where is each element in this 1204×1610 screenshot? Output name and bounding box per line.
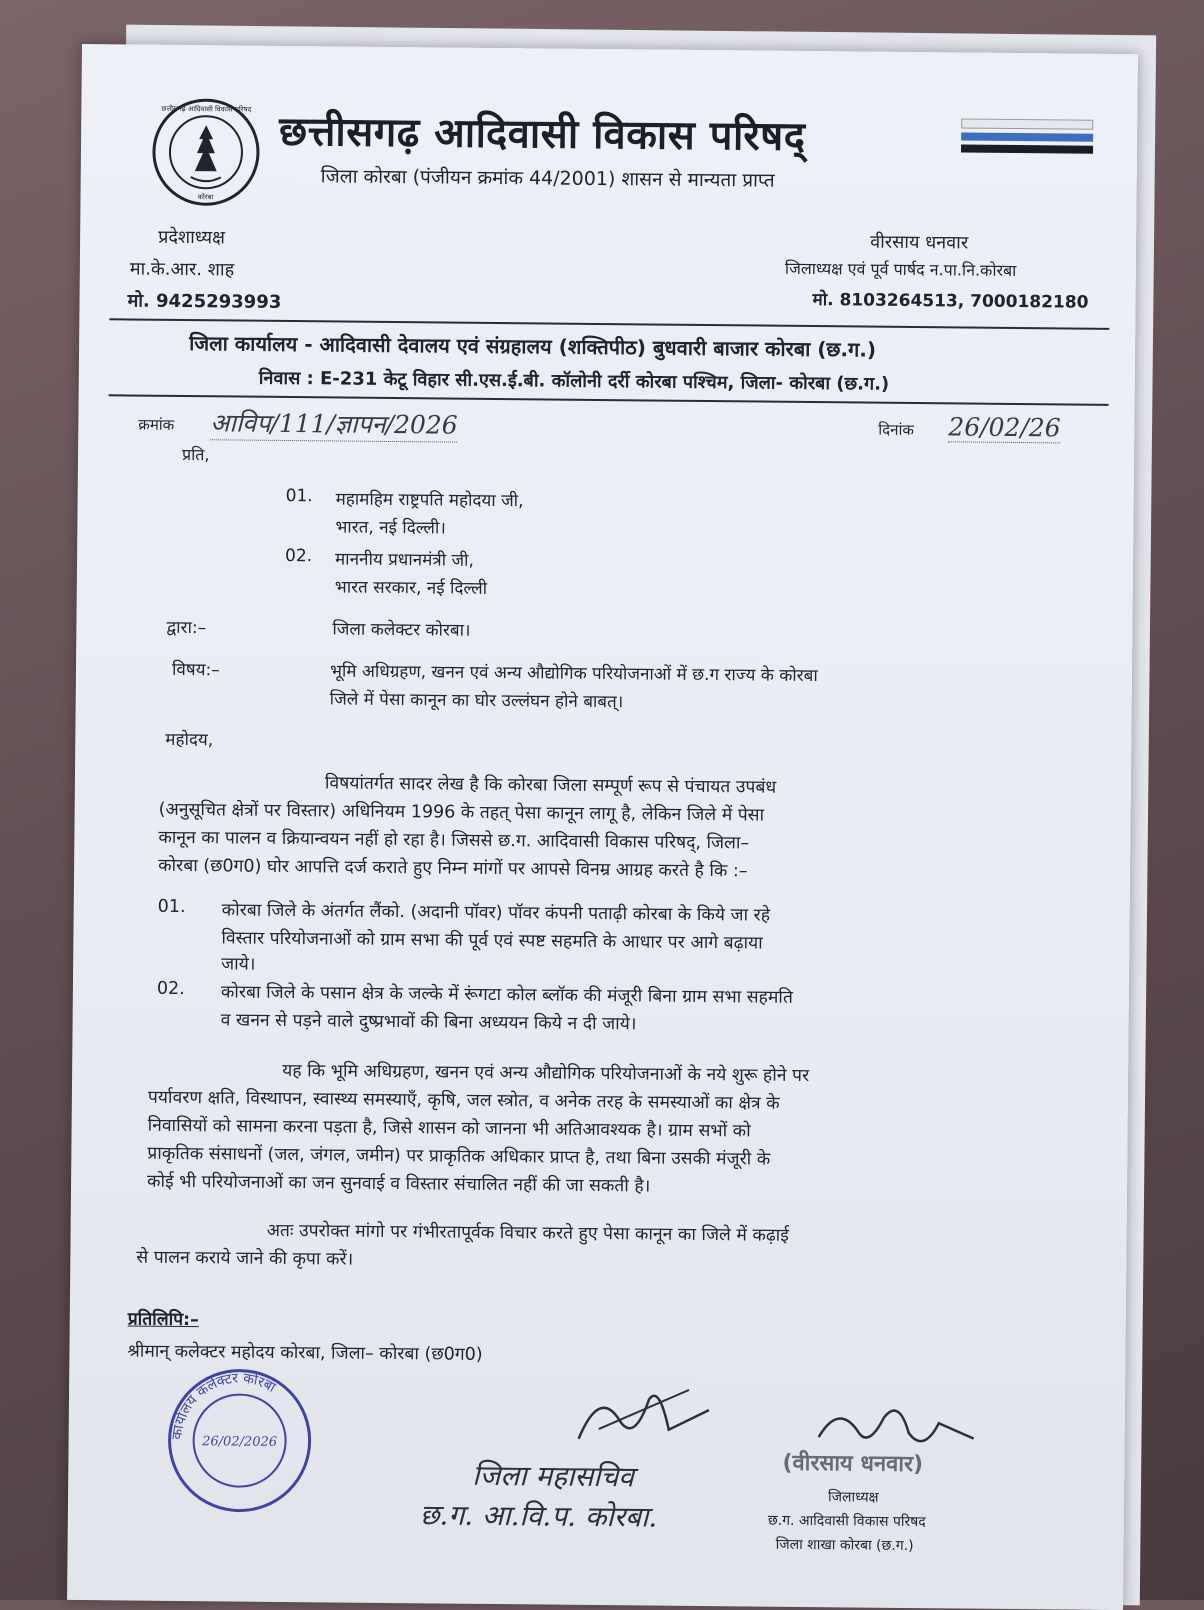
stamp-date: 26/02/2026 (202, 1434, 278, 1450)
recipient-line: माननीय प्रधानमंत्री जी, (334, 549, 475, 571)
paragraph-line: विषयांतर्गत सादर लेख है कि कोरबा जिला सम्पूर्ण रूप से पंचायत उपबंध (324, 773, 777, 798)
reference-label: क्रमांक (138, 415, 175, 434)
district-president-title: जिलाध्यक्ष एवं पूर्व पार्षद न.पा.नि.कोरबा (784, 258, 1017, 280)
registration-line: जिला कोरबा (पंजीयन क्रमांक 44/2001) शासन से मान्यता प्राप्त (320, 165, 775, 192)
through-value: जिला कलेक्टर कोरबा। (332, 619, 471, 641)
paragraph-line: कोरबा (छ0ग0) घोर आपत्ति दर्ज कराते हुए निम्न मांगों पर आपसे विनम्र आग्रह करते है कि :– (158, 855, 748, 882)
demand-number: 01. (157, 896, 186, 918)
demand-number: 02. (156, 978, 185, 1000)
secretary-title-handwritten: जिला महासचिव (472, 1458, 634, 1494)
paragraph-line: से पालन कराये जाने की कृपा करें। (136, 1247, 354, 1270)
through-label: द्वारा:– (166, 617, 207, 639)
paragraph-line: अतः उपरोक्त मांगो पर गंभीरतापूर्वक विचार करते हुए पेसा कानून का जिले में कढ़ाई (266, 1220, 789, 1246)
logo-text-top: छत्तीसगढ़ आदिवासी विकास परिषद (161, 104, 252, 114)
salutation: महोदय, (165, 729, 214, 751)
logo-text-bottom: कोरबा (197, 193, 214, 202)
president-branch: जिला शाखा कोरबा (छ.ग.) (775, 1536, 914, 1555)
copy-recipient: श्रीमान् कलेक्टर महोदय कोरबा, जिला– कोरबा (छ0ग0) (127, 1341, 483, 1365)
header-divider-top (109, 318, 1109, 330)
state-president-title: प्रदेशाध्यक्ष (158, 226, 226, 249)
demand-line: व खनन से पड़ने वाले दुष्प्रभावों की बिना अध्ययन किये न दी जाये। (220, 1010, 637, 1035)
demand-line: कोरबा जिले के अंतर्गत लैंको. (अदानी पॉवर) पॉवर कंपनी पताढ़ी कोरबा के किये जा रहे (221, 900, 771, 926)
office-address: जिला कार्यालय - आदिवासी देवालय एवं संग्रहालय (शक्तिपीठ) बुधवारी बाजार कोरबा (छ.ग.) (189, 331, 877, 362)
demand-line: कोरबा जिले के पसान क्षेत्र के जल्के में रूंगटा कोल ब्लॉक की मंजूरी बिना ग्राम सभा सहमति (220, 982, 793, 1008)
secretary-signature (558, 1379, 719, 1461)
president-title: जिलाध्यक्ष (828, 1489, 879, 1506)
paragraph-line: (अनुसूचित क्षेत्रों पर विस्तार) अधिनियम 1996 के तहत् पेसा कानून लागू है, लेकिन जिले में पेसा (158, 799, 765, 826)
paragraph-line: कानून का पालन व क्रियान्वयन नहीं हो रहा है। जिससे छ.ग. आदिवासी विकास परिषद्, जिला– (158, 827, 750, 854)
demand-line: जाये। (221, 954, 256, 975)
recipient-line: महामहिम राष्ट्रपति महोदया जी, (335, 489, 524, 512)
subject-line: भूमि अधिग्रहण, खनन एवं अन्य औद्योगिक परियोजनाओं में छ.ग राज्य के कोरबा (329, 661, 818, 687)
state-president-mobile: मो. 9425293993 (127, 290, 282, 313)
stamp-ring-text: कार्यालय कलेक्टर कोरबा (169, 1370, 279, 1441)
subject-line: जिले में पेसा कानून का घोर उल्लंघन होने बाबत्। (329, 689, 624, 713)
organization-flag (961, 118, 1093, 157)
reference-number: आविप/111/ज्ञापन/2026 (210, 405, 458, 442)
flag-stripe-blue (961, 132, 1093, 141)
paragraph-line: पर्यावरण क्षति, विस्थापन, स्वास्थ्य समस्याएँ, कृषि, जल स्त्रोत, व अनेक तरह के समस्याओं का क्षेत्र के (147, 1087, 780, 1114)
recipient-line: भारत सरकार, नई दिल्ली (334, 577, 488, 599)
flag-stripe-white (961, 118, 1093, 129)
district-president-mobile: मो. 8103264513, 7000182180 (812, 290, 1089, 313)
header-divider-bottom (109, 394, 1109, 406)
residence-address: निवास : E-231 केटू विहार सी.एस.ई.बी. कॉलोनी दर्री कोरबा पश्चिम, जिला- कोरबा (छ.ग.) (258, 367, 890, 395)
paragraph-line: निवासियों को सामना करना पड़ता है, जिसे शासन को जानना भी अतिआवश्यक है। ग्राम सभों को (147, 1115, 751, 1142)
date-label: दिनांक (878, 420, 915, 440)
recipient-line: भारत, नई दिल्ली। (335, 517, 446, 539)
recipient-number: 01. (285, 485, 313, 507)
organization-logo (150, 97, 261, 208)
state-president-name: मा.के.आर. शाह (129, 258, 235, 281)
letter-page (67, 44, 1138, 1610)
president-org: छ.ग. आदिवासी विकास परिषद (767, 1512, 926, 1531)
office-stamp (164, 1365, 315, 1516)
president-name-seal: (वीरसाय धनवार) (782, 1450, 924, 1478)
letter-date: 26/02/26 (948, 412, 1061, 443)
flag-stripe-black (961, 144, 1093, 153)
district-president-name: वीरसाय धनवार (870, 231, 969, 254)
paragraph-line: यह कि भूमि अधिग्रहण, खनन एवं अन्य औद्योगिक परियोजनाओं के नये शुरू होने पर (282, 1060, 810, 1087)
paragraph-line: कोई भी परियोजनाओं का जन सुनवाई व विस्तार संचालित नहीं की जा सकती है। (146, 1171, 651, 1197)
copy-label: प्रतिलिपि:– (127, 1309, 199, 1331)
organization-name: छत्तीसगढ़ आदिवासी विकास परिषद् (278, 108, 806, 160)
recipient-number: 02. (284, 545, 313, 567)
demand-line: विस्तार परियोजनाओं को ग्राम सभा की पूर्व एवं स्पष्ट सहमति के आधार पर आगे बढ़ाया (221, 928, 763, 954)
subject-label: विषय:– (171, 659, 220, 681)
to-label: प्रति, (181, 444, 210, 465)
paragraph-line: प्राकृतिक संसाधनों (जल, जंगल, जमीन) पर प्राकृतिक अधिकार प्राप्त है, तथा बिना उसकी मंजूरी के (147, 1143, 771, 1170)
secretary-org-handwritten: छ.ग. आ.वि.प. कोरबा. (419, 1498, 658, 1534)
